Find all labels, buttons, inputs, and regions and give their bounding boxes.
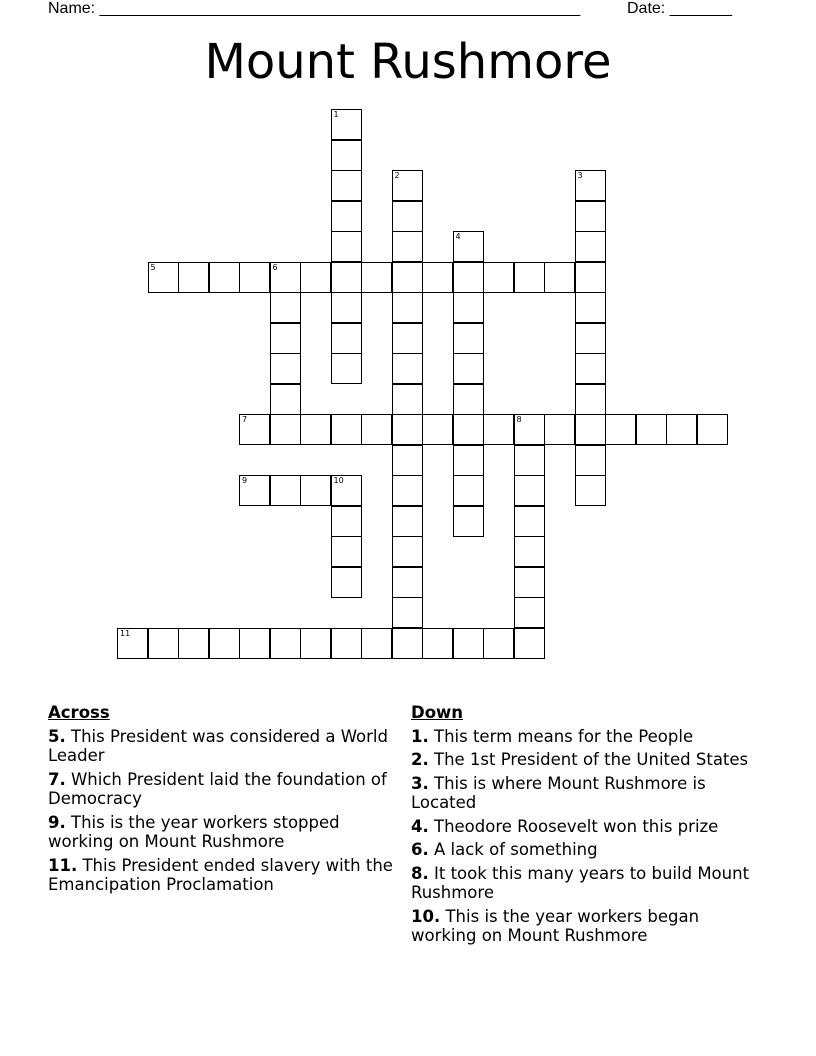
crossword-cell[interactable] [575, 445, 606, 476]
crossword-cell[interactable] [270, 323, 301, 354]
across-clues [48, 703, 393, 899]
clue-number: 2. [411, 750, 429, 769]
crossword-cell[interactable] [392, 475, 423, 506]
crossword-cell[interactable] [392, 353, 423, 384]
crossword-cell[interactable] [514, 536, 545, 567]
crossword-cell[interactable] [148, 262, 179, 293]
crossword-cell[interactable] [514, 475, 545, 506]
crossword-cell[interactable] [575, 323, 606, 354]
clue-item [411, 840, 756, 860]
crossword-cell[interactable] [514, 445, 545, 476]
crossword-cell[interactable] [270, 292, 301, 323]
crossword-cell[interactable] [392, 201, 423, 232]
crossword-cell[interactable] [392, 292, 423, 323]
crossword-cell[interactable] [209, 262, 240, 293]
crossword-cell[interactable] [270, 353, 301, 384]
crossword-cell[interactable] [270, 262, 301, 293]
crossword-cell[interactable] [270, 628, 301, 659]
crossword-cell[interactable] [331, 231, 362, 262]
crossword-cell[interactable] [392, 445, 423, 476]
crossword-cell[interactable] [209, 628, 240, 659]
crossword-cell[interactable] [453, 445, 484, 476]
crossword-cell[interactable] [300, 262, 331, 293]
crossword-cell[interactable] [392, 231, 423, 262]
crossword-cell[interactable] [361, 628, 392, 659]
crossword-cell[interactable] [331, 536, 362, 567]
crossword-cell[interactable] [392, 170, 423, 201]
crossword-cell[interactable] [331, 140, 362, 171]
crossword-cell[interactable] [392, 414, 423, 445]
crossword-cell[interactable] [636, 414, 667, 445]
clue-item [411, 774, 756, 813]
page-title: Mount Rushmore [204, 34, 612, 90]
crossword-cell[interactable] [422, 628, 453, 659]
crossword-cell[interactable] [331, 353, 362, 384]
down-clues [411, 703, 756, 950]
crossword-cell[interactable] [605, 414, 636, 445]
clue-number: 9 [242, 476, 248, 485]
crossword-cell[interactable] [544, 262, 575, 293]
crossword-cell[interactable] [270, 414, 301, 445]
clue-number: 8. [411, 863, 429, 883]
crossword-cell[interactable] [453, 414, 484, 445]
crossword-cell[interactable] [331, 170, 362, 201]
crossword-cell[interactable] [392, 597, 423, 628]
clue-text: This President ended slavery with the Emancipation Proclamation [48, 855, 393, 894]
crossword-cell[interactable] [392, 506, 423, 537]
crossword-cell[interactable] [575, 353, 606, 384]
crossword-cell[interactable] [453, 506, 484, 537]
crossword-cell[interactable] [575, 414, 606, 445]
crossword-cell[interactable] [239, 262, 270, 293]
clue-text: Theodore Roosevelt won this prize [428, 816, 719, 836]
crossword-cell[interactable] [300, 414, 331, 445]
clue-number: 9. [48, 812, 66, 832]
clue-number: 10 [333, 476, 344, 485]
crossword-cell[interactable] [453, 384, 484, 415]
clue-item [48, 856, 393, 895]
crossword-cell[interactable] [575, 262, 606, 293]
clue-number: 2 [394, 171, 400, 180]
clue-number: 4. [411, 816, 429, 836]
crossword-cell[interactable] [483, 628, 514, 659]
crossword-cell[interactable] [148, 628, 179, 659]
crossword-cell[interactable] [331, 109, 362, 140]
crossword-cell[interactable] [514, 506, 545, 537]
clue-text: Which President laid the foundation of Democracy [48, 769, 387, 808]
clue-number: 8 [516, 415, 522, 424]
crossword-cell[interactable] [483, 262, 514, 293]
crossword-cell[interactable] [239, 628, 270, 659]
crossword-cell[interactable] [239, 414, 270, 445]
crossword-cell[interactable] [331, 475, 362, 506]
clue-number: 11 [120, 628, 131, 638]
crossword-cell[interactable] [453, 353, 484, 384]
crossword-cell[interactable] [270, 475, 301, 506]
clue-text: This is the year workers stopped working on Mount Rushmore [48, 812, 340, 851]
clue-number: 5. [48, 726, 66, 746]
clue-number: 7 [242, 415, 248, 424]
clue-text: The 1st President of the United States [428, 750, 749, 769]
clue-item [411, 907, 756, 946]
clue-item [48, 813, 393, 852]
clue-text: This President was considered a World Leader [48, 726, 388, 765]
crossword-cell[interactable] [331, 506, 362, 537]
clue-text: This is the year workers began working on Mount Rushmore [411, 906, 700, 945]
down-heading: Down [411, 703, 464, 722]
clue-text: A lack of something [428, 840, 598, 859]
crossword-cell[interactable] [514, 262, 545, 293]
crossword-cell[interactable] [575, 475, 606, 506]
clue-text: This is where Mount Rushmore is Located [411, 773, 706, 812]
crossword-cell[interactable] [453, 323, 484, 354]
clue-item [48, 770, 393, 809]
crossword-cell[interactable] [392, 628, 423, 659]
crossword-cell[interactable] [575, 384, 606, 415]
clue-item [48, 727, 393, 766]
crossword-cell[interactable] [666, 414, 697, 445]
crossword-cell[interactable] [453, 628, 484, 659]
clue-text: It took this many years to build Mount Rushmore [411, 863, 750, 902]
crossword-cell[interactable] [361, 262, 392, 293]
crossword-cell[interactable] [514, 628, 545, 659]
crossword-cell[interactable] [117, 628, 148, 659]
crossword-cell[interactable] [453, 231, 484, 262]
clue-number: 11. [48, 855, 78, 875]
crossword-cell[interactable] [239, 475, 270, 506]
clue-number: 3 [577, 171, 583, 180]
clue-item [411, 750, 756, 770]
crossword-cell[interactable] [331, 262, 362, 293]
clue-number: 7. [48, 769, 66, 789]
crossword-cell[interactable] [300, 475, 331, 506]
clue-number: 3. [411, 773, 429, 793]
crossword-cell[interactable] [514, 567, 545, 598]
crossword-cell[interactable] [300, 628, 331, 659]
crossword-cell[interactable] [331, 414, 362, 445]
across-heading: Across [48, 703, 110, 722]
crossword-cell[interactable] [392, 323, 423, 354]
clue-number: 1 [333, 110, 339, 119]
crossword-cell[interactable] [178, 628, 209, 659]
clue-number: 4 [455, 232, 461, 241]
clue-text: This term means for the People [428, 726, 694, 746]
crossword-cell[interactable] [575, 292, 606, 323]
clue-number: 5 [150, 262, 156, 272]
name-field[interactable]: Name: ______________________________________________________ [48, 0, 581, 17]
crossword-cell[interactable] [422, 414, 453, 445]
clue-item [411, 727, 756, 747]
crossword-cell[interactable] [392, 384, 423, 415]
crossword-cell[interactable] [544, 414, 575, 445]
crossword-cell[interactable] [270, 384, 301, 415]
crossword-cell[interactable] [178, 262, 209, 293]
crossword-cell[interactable] [575, 201, 606, 232]
crossword-cell[interactable] [575, 170, 606, 201]
clue-number: 6. [411, 840, 429, 859]
clue-number: 1. [411, 726, 429, 746]
crossword-cell[interactable] [453, 475, 484, 506]
crossword-cell[interactable] [514, 597, 545, 628]
crossword-cell[interactable] [361, 414, 392, 445]
crossword-cell[interactable] [453, 262, 484, 293]
crossword-cell[interactable] [331, 628, 362, 659]
crossword-cell[interactable] [331, 567, 362, 598]
crossword-cell[interactable] [483, 414, 514, 445]
crossword-cell[interactable] [575, 231, 606, 262]
crossword-cell[interactable] [331, 323, 362, 354]
crossword-cell[interactable] [392, 536, 423, 567]
clue-number: 10. [411, 906, 441, 926]
crossword-cell[interactable] [392, 567, 423, 598]
crossword-cell[interactable] [392, 262, 423, 293]
clue-number: 6 [272, 262, 278, 272]
clue-item [411, 864, 756, 903]
crossword-cell[interactable] [422, 262, 453, 293]
crossword-cell[interactable] [514, 414, 545, 445]
clue-item [411, 817, 756, 837]
crossword-cell[interactable] [697, 414, 728, 445]
crossword-cell[interactable] [331, 201, 362, 232]
date-field[interactable]: Date: _______ [627, 0, 732, 17]
crossword-cell[interactable] [331, 292, 362, 323]
crossword-cell[interactable] [453, 292, 484, 323]
